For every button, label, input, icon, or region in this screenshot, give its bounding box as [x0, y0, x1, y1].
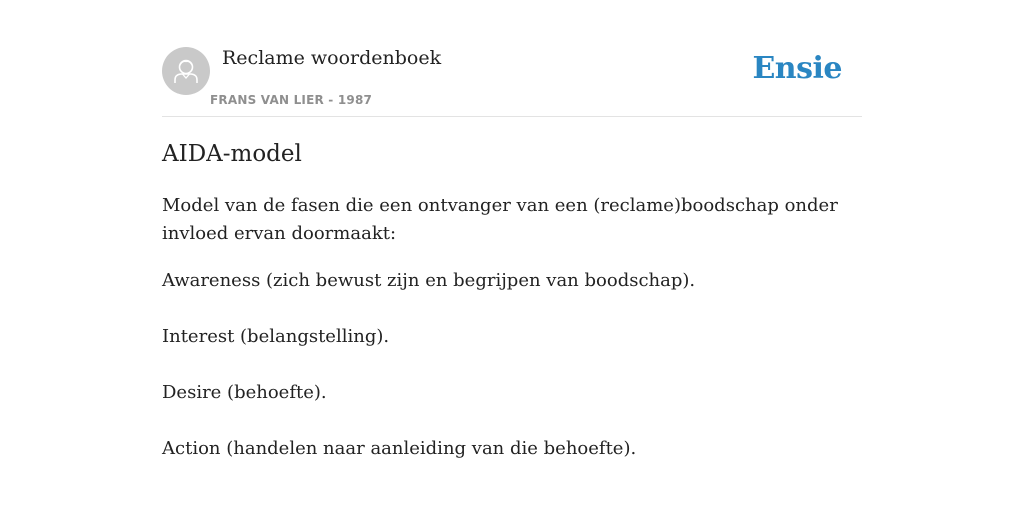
entry-card: [162, 0, 862, 459]
list-item-awareness: Awareness (zich bewust zijn en begrijpen van boodschap).: [162, 270, 696, 291]
user-icon: [162, 47, 210, 95]
avatar[interactable]: [162, 47, 210, 95]
entry-header: [162, 0, 862, 117]
author-line: FRANS VAN LIER - 1987: [210, 93, 373, 107]
list-item-desire: Desire (behoefte).: [162, 382, 327, 403]
list-item-interest: Interest (belangstelling).: [162, 326, 390, 347]
book-title-link[interactable]: Reclame woordenboek: [222, 47, 442, 69]
list-item-action: Action (handelen naar aanleiding van die behoefte).: [162, 438, 637, 459]
entry-definition: Model van de fasen die een ontvanger van een (reclame)boodschap onder invloed ervan doormaakt:: [162, 195, 838, 244]
ensie-logo[interactable]: Ensie: [752, 51, 842, 86]
entry-title: AIDA-model: [162, 141, 302, 167]
